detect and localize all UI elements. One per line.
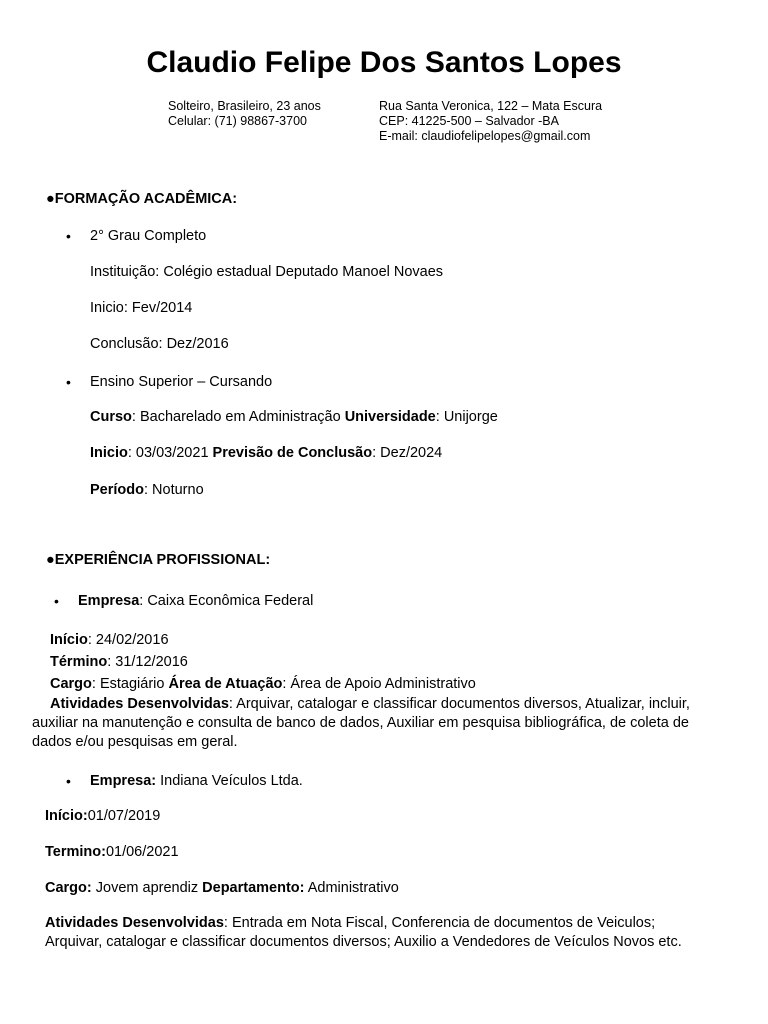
field-label: Período xyxy=(90,482,144,498)
section-heading-experiencia xyxy=(46,552,270,568)
list-bullet: • xyxy=(54,593,59,609)
field-label: Início: xyxy=(45,808,88,824)
field-label: Atividades Desenvolvidas xyxy=(50,696,229,712)
job-activities-cont: auxiliar na manutenção e consulta de banco de dados, Auxiliar em pesquisa bibliográfica, de coleta de xyxy=(32,715,689,731)
field-value: Administrativo xyxy=(304,880,399,896)
field-label: Cargo: xyxy=(45,880,92,896)
address-line: Rua Santa Veronica, 122 – Mata Escura xyxy=(379,99,603,113)
job-end xyxy=(50,652,188,672)
personal-info-line: Celular: (71) 98867-3700 xyxy=(168,114,307,128)
field-label: Início xyxy=(50,632,88,648)
education-item-title: Ensino Superior – Cursando xyxy=(90,374,273,390)
job-activities-cont: dados e/ou pesquisas em geral. xyxy=(32,734,238,750)
list-bullet: • xyxy=(66,374,71,390)
job-end xyxy=(45,842,179,862)
job-role xyxy=(45,878,399,898)
field-label: Empresa: xyxy=(90,773,157,789)
education-end: Conclusão: Dez/2016 xyxy=(90,336,229,352)
field-value: : Área de Apoio Administrativo xyxy=(282,676,476,692)
field-value: : Estagiário xyxy=(91,676,169,692)
field-value: : Dez/2024 xyxy=(372,445,443,461)
field-label: Cargo xyxy=(50,676,92,692)
personal-info xyxy=(168,99,321,129)
field-value: : Unijorge xyxy=(435,409,498,425)
field-label: Departamento: xyxy=(202,880,305,896)
period-line xyxy=(90,480,204,500)
field-value: : Bacharelado em Administração xyxy=(131,409,345,425)
job-company xyxy=(78,591,313,611)
field-value: : Entrada em Nota Fiscal, Conferencia de documentos de Veiculos; xyxy=(223,915,656,931)
field-label: Curso xyxy=(90,409,132,425)
job-company xyxy=(90,771,303,791)
field-value: 01/06/2021 xyxy=(105,844,179,860)
field-label: Empresa xyxy=(78,593,140,609)
field-label: Atividades Desenvolvidas xyxy=(45,915,224,931)
field-value: : 24/02/2016 xyxy=(87,632,169,648)
field-label: Termino: xyxy=(45,844,106,860)
job-start xyxy=(50,630,169,650)
job-role xyxy=(50,674,476,694)
field-value: : Noturno xyxy=(143,482,204,498)
cep-line: CEP: 41225-500 – Salvador -BA xyxy=(379,114,559,128)
heading-bullet: ● xyxy=(46,552,55,568)
email-line: E-mail: claudiofelipelopes@gmail.com xyxy=(379,129,591,143)
education-institution: Instituição: Colégio estadual Deputado Manoel Novaes xyxy=(90,264,444,280)
field-label: Previsão de Conclusão xyxy=(212,445,373,461)
field-value: 01/07/2019 xyxy=(87,808,161,824)
list-bullet: • xyxy=(66,228,71,244)
job-start xyxy=(45,806,160,826)
job-activities xyxy=(45,913,655,933)
field-value: : 31/12/2016 xyxy=(107,654,188,670)
field-value: : Arquivar, catalogar e classificar documentos diversos, Atualizar, incluir, xyxy=(228,696,690,712)
contact-info xyxy=(379,99,602,144)
course-line xyxy=(90,407,498,427)
field-label: Área de Atuação xyxy=(168,676,283,692)
heading-bullet: ● xyxy=(46,191,55,207)
field-label: Término xyxy=(50,654,108,670)
list-bullet: • xyxy=(66,773,71,789)
field-value: : 03/03/2021 xyxy=(127,445,213,461)
field-value: : Caixa Econômica Federal xyxy=(139,593,314,609)
education-item-title: 2° Grau Completo xyxy=(90,228,207,244)
personal-info-line: Solteiro, Brasileiro, 23 anos xyxy=(168,99,321,113)
education-start: Inicio: Fev/2014 xyxy=(90,300,193,316)
section-title: EXPERIÊNCIA PROFISSIONAL: xyxy=(54,552,271,568)
job-activities xyxy=(50,694,690,714)
dates-line xyxy=(90,443,442,463)
candidate-name: Claudio Felipe Dos Santos Lopes xyxy=(146,46,622,79)
field-value: Jovem aprendiz xyxy=(91,880,203,896)
section-title: FORMAÇÃO ACADÊMICA: xyxy=(54,191,238,207)
job-activities-cont: Arquivar, catalogar e classificar documentos diversos; Auxilio a Vendedores de Veículos Novos etc. xyxy=(45,934,682,950)
section-heading-formacao xyxy=(46,191,237,207)
field-value: Indiana Veículos Ltda. xyxy=(156,773,303,789)
field-label: Universidade xyxy=(344,409,436,425)
field-label: Inicio xyxy=(90,445,128,461)
